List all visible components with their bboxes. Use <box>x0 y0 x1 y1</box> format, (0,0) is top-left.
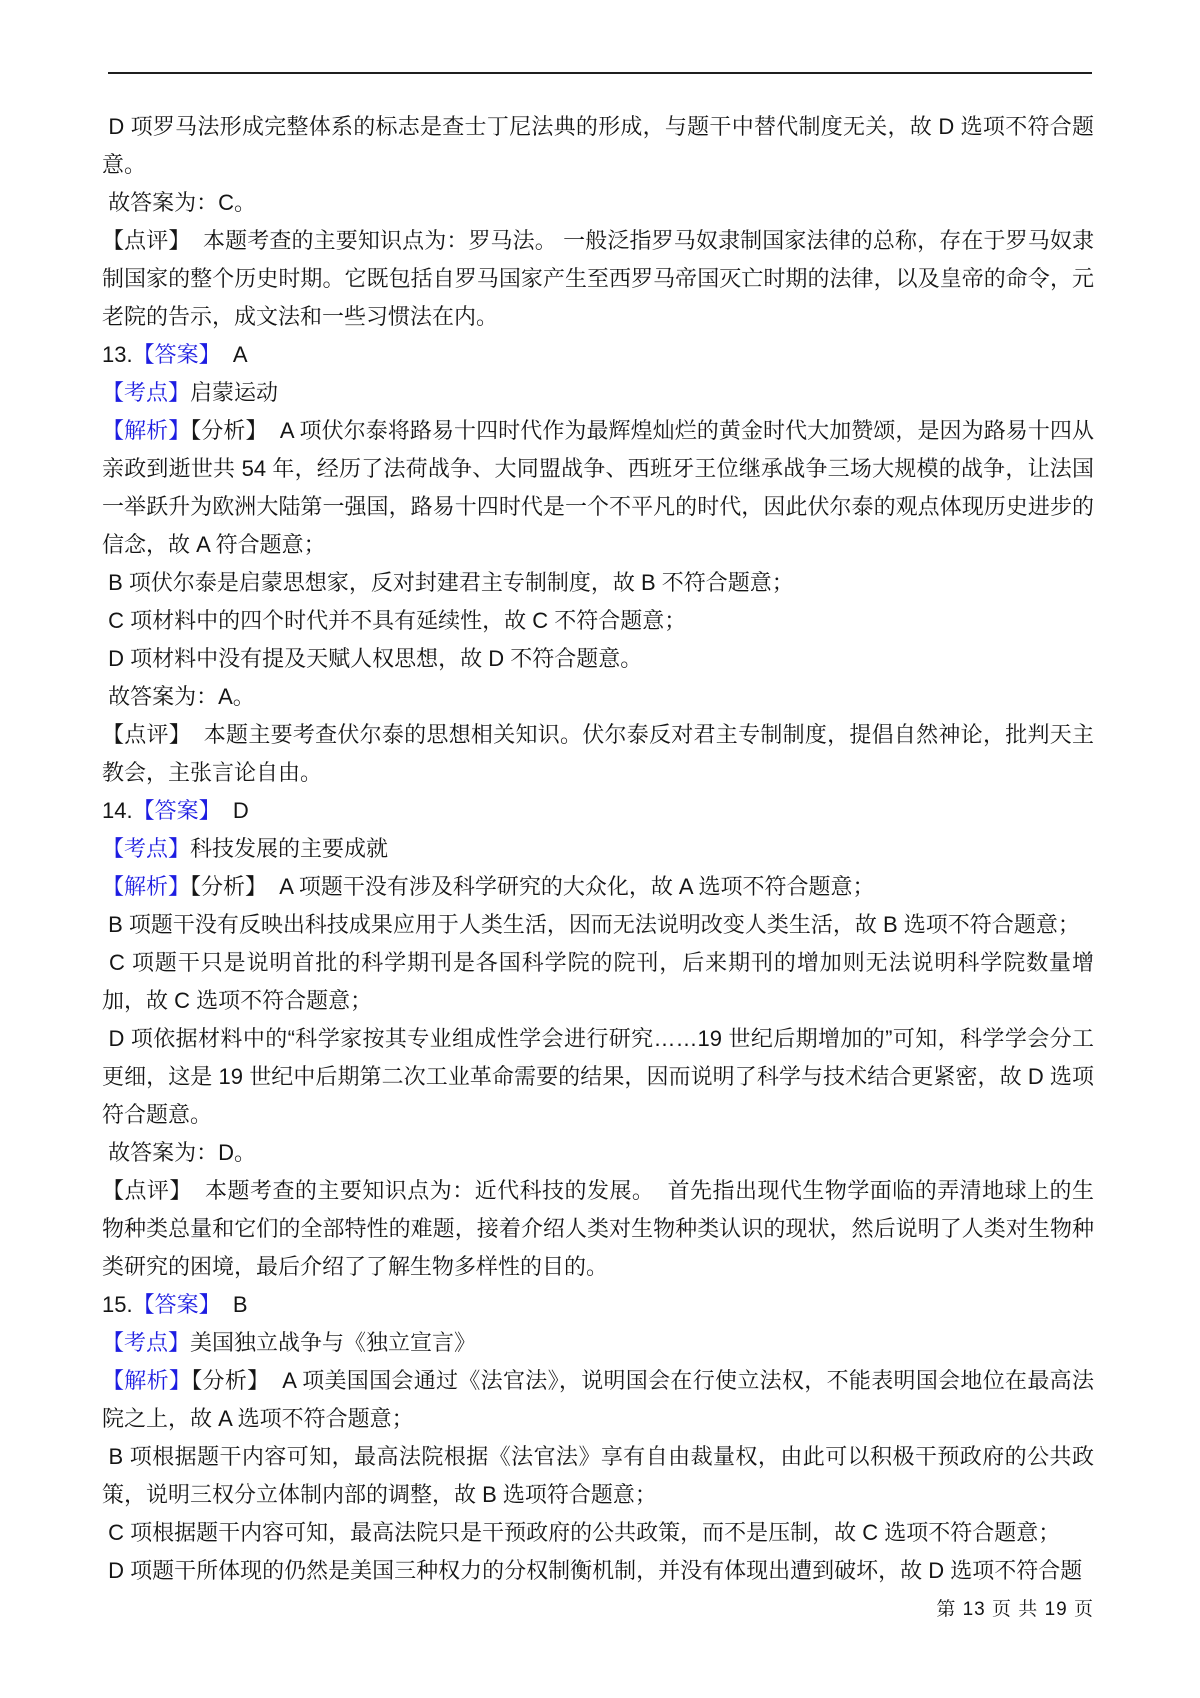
paragraph <box>102 1438 1094 1514</box>
topic-value: 启蒙运动 <box>190 380 279 405</box>
paragraph <box>102 336 1094 374</box>
paragraph <box>102 1286 1094 1324</box>
analysis-text: 【分析】 A 项题干没有涉及科学研究的大众化，故 A 选项不符合题意； <box>190 874 875 899</box>
paragraph <box>102 678 1094 716</box>
answer-label: 【答案】 <box>132 798 221 823</box>
body-text: 故答案为：C。 <box>102 190 257 215</box>
review-text: 【点评】 本题考查的主要知识点为：近代科技的发展。 首先指出现代生物学面临的弄清地球上的生物种类总量和它们的全部特性的难题，接着介绍人类对生物种类认识的现状，然后说明了人类对生物种类研究的困境，最后介绍了了解生物多样性的目的。 <box>102 1178 1094 1279</box>
body-text: 故答案为：A。 <box>102 684 255 709</box>
review-text: 【点评】 本题主要考查伏尔泰的思想相关知识。伏尔泰反对君主专制制度，提倡自然神论，批判天主教会，主张言论自由。 <box>102 722 1094 785</box>
body-text: B 项伏尔泰是启蒙思想家，反对封建君主专制制度，故 B 不符合题意； <box>102 570 794 595</box>
review-text: 【点评】 本题考查的主要知识点为：罗马法。 一般泛指罗马奴隶制国家法律的总称，存在于罗马奴隶制国家的整个历史时期。它既包括自罗马国家产生至西罗马帝国灭亡时期的法律，以及皇帝的命令，元老院的告示，成文法和一些习惯法在内。 <box>102 228 1094 329</box>
paragraph <box>102 640 1094 678</box>
topic-label: 【考点】 <box>102 1330 191 1355</box>
paragraph <box>102 1552 1094 1590</box>
paragraph <box>102 1020 1094 1134</box>
paragraph <box>102 906 1094 944</box>
analysis-label: 【解析】 <box>102 418 191 443</box>
paragraph <box>102 716 1094 792</box>
body-text: 故答案为：D。 <box>102 1140 257 1165</box>
paragraph <box>102 1134 1094 1172</box>
body-text: D 项材料中没有提及天赋人权思想，故 D 不符合题意。 <box>102 646 643 671</box>
topic-label: 【考点】 <box>102 836 191 861</box>
paragraph <box>102 108 1094 184</box>
paragraph <box>102 1514 1094 1552</box>
page-footer <box>936 1594 1094 1621</box>
body-text: D 项题干所体现的仍然是美国三种权力的分权制衡机制，并没有体现出遭到破坏，故 D 选项不符合题 <box>102 1558 1083 1583</box>
paragraph <box>102 222 1094 336</box>
topic-value: 美国独立战争与《独立宣言》 <box>190 1330 477 1355</box>
topic-value: 科技发展的主要成就 <box>190 836 389 861</box>
body-text: B 项题干没有反映出科技成果应用于人类生活，因而无法说明改变人类生活，故 B 选项不符合题意； <box>102 912 1080 937</box>
body-text: C 项根据题干内容可知，最高法院只是干预政府的公共政策，而不是压制，故 C 选项不符合题意； <box>102 1520 1061 1545</box>
body-text: B 项根据题干内容可知，最高法院根据《法官法》享有自由裁量权，由此可以积极干预政府的公共政策，说明三权分立体制内部的调整，故 B 选项符合题意； <box>102 1444 1094 1507</box>
body-text: C 项材料中的四个时代并不具有延续性，故 C 不符合题意； <box>102 608 687 633</box>
paragraph <box>102 602 1094 640</box>
paragraph <box>102 1324 1094 1362</box>
paragraph <box>102 412 1094 564</box>
analysis-text: 【分析】 A 项伏尔泰将路易十四时代作为最辉煌灿烂的黄金时代大加赞颂，是因为路易十四从亲政到逝世共 54 年，经历了法荷战争、大同盟战争、西班牙王位继承战争三场大规模的战争，让法国一举跃升为欧洲大陆第一强国，路易十四时代是一个不平凡的时代，因此伏尔泰的观点体现历史进步的信念，故 A 符合题意； <box>102 418 1094 557</box>
topic-label: 【考点】 <box>102 380 191 405</box>
paragraph <box>102 184 1094 222</box>
answer-label: 【答案】 <box>132 1292 221 1317</box>
body-text: C 项题干只是说明首批的科学期刊是各国科学院的院刊，后来期刊的增加则无法说明科学院数量增加，故 C 选项不符合题意； <box>102 950 1094 1013</box>
question-number: 13. <box>102 342 133 367</box>
paragraph <box>102 868 1094 906</box>
paragraph <box>102 1172 1094 1286</box>
paragraph <box>102 944 1094 1020</box>
question-number: 15. <box>102 1292 133 1317</box>
answer-value: D <box>220 798 249 823</box>
paragraph <box>102 792 1094 830</box>
paragraph <box>102 1362 1094 1438</box>
answer-value: B <box>220 1292 248 1317</box>
page-number: 第 13 页 共 19 页 <box>936 1599 1094 1620</box>
answer-label: 【答案】 <box>132 342 221 367</box>
paragraph <box>102 374 1094 412</box>
body-text: D 项罗马法形成完整体系的标志是查士丁尼法典的形成，与题干中替代制度无关，故 D 选项不符合题意。 <box>102 114 1094 177</box>
analysis-label: 【解析】 <box>102 1368 192 1393</box>
analysis-text: 【分析】 A 项美国国会通过《法官法》，说明国会在行使立法权，不能表明国会地位在最高法院之上，故 A 选项不符合题意； <box>102 1368 1094 1431</box>
question-number: 14. <box>102 798 133 823</box>
paragraph <box>102 564 1094 602</box>
analysis-label: 【解析】 <box>102 874 191 899</box>
answer-value: A <box>220 342 248 367</box>
body-text: D 项依据材料中的“科学家按其专业组成性学会进行研究……19 世纪后期增加的”可知，科学学会分工更细，这是 19 世纪中后期第二次工业革命需要的结果，因而说明了科学与技术结合更紧密，故 D 选项符合题意。 <box>102 1026 1094 1127</box>
paragraph <box>102 830 1094 868</box>
